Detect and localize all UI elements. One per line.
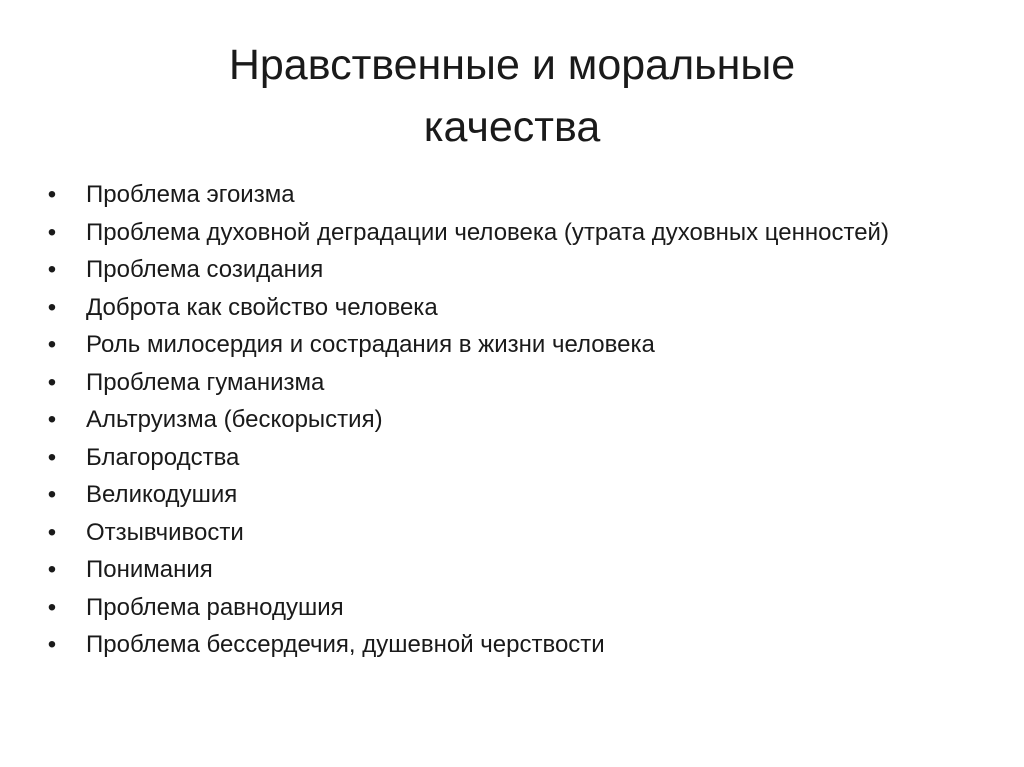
list-item bbox=[40, 593, 920, 623]
list-item-text: Проблема созидания bbox=[86, 256, 324, 283]
list-item bbox=[40, 330, 920, 360]
bullet-icon: • bbox=[47, 481, 57, 508]
bullet-list bbox=[40, 180, 920, 668]
list-item bbox=[40, 443, 920, 473]
bullet-icon: • bbox=[47, 218, 57, 246]
list-item-text: Проблема духовной деградации человека (утрата духовных ценностей) bbox=[86, 218, 889, 246]
list-item-text: Великодушия bbox=[86, 481, 238, 508]
list-item bbox=[40, 180, 920, 210]
bullet-icon: • bbox=[47, 518, 57, 546]
bullet-icon: • bbox=[47, 181, 57, 208]
list-item bbox=[40, 630, 920, 660]
list-item-text: Отзывчивости bbox=[86, 518, 244, 546]
bullet-icon: • bbox=[47, 368, 57, 396]
bullet-icon: • bbox=[47, 593, 57, 621]
list-item bbox=[40, 293, 920, 323]
bullet-icon: • bbox=[47, 256, 57, 283]
bullet-icon: • bbox=[47, 556, 57, 583]
list-item-text: Роль милосердия и сострадания в жизни человека bbox=[86, 331, 655, 358]
list-item-text: Альтруизма (бескорыстия) bbox=[86, 406, 383, 433]
list-item bbox=[40, 218, 920, 248]
list-item bbox=[40, 405, 920, 435]
list-item-text: Доброта как свойство человека bbox=[86, 293, 438, 321]
bullet-icon: • bbox=[47, 293, 57, 321]
list-item-text: Понимания bbox=[86, 556, 213, 583]
list-item-text: Проблема эгоизма bbox=[86, 181, 295, 208]
list-item-text: Благородства bbox=[86, 443, 240, 471]
list-item bbox=[40, 480, 920, 510]
bullet-icon: • bbox=[47, 443, 57, 471]
list-item bbox=[40, 518, 920, 548]
list-item bbox=[40, 368, 920, 398]
bullet-icon: • bbox=[47, 631, 57, 658]
slide-title: Нравственные и моральные качества bbox=[228, 41, 796, 151]
list-item-text: Проблема равнодушия bbox=[86, 593, 344, 621]
list-item-text: Проблема гуманизма bbox=[86, 368, 325, 396]
list-item-text: Проблема бессердечия, душевной черствости bbox=[86, 631, 605, 658]
bullet-icon: • bbox=[47, 406, 57, 433]
list-item bbox=[40, 255, 920, 285]
list-item bbox=[40, 555, 920, 585]
bullet-icon: • bbox=[47, 331, 57, 358]
